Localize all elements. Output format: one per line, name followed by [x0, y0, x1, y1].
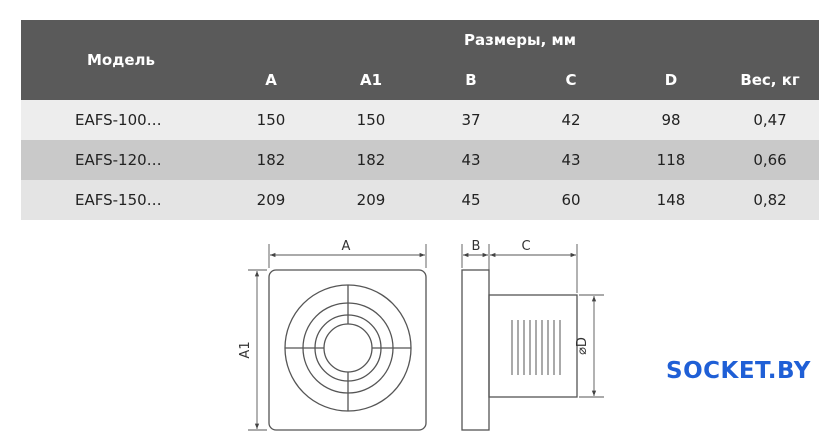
column-header-a: A: [221, 60, 321, 100]
technical-drawing: [0, 230, 840, 444]
model-cell: EAFS-100…: [21, 100, 221, 140]
table-row: [21, 100, 819, 140]
column-header-weight: Вес, кг: [721, 60, 819, 100]
value-cell-a: 150: [221, 100, 321, 140]
dimensions-table: [21, 20, 819, 220]
socket-by-logo: SOCKET.BY: [666, 358, 811, 384]
model-cell: EAFS-150…: [21, 180, 221, 220]
value-cell-b: 43: [421, 140, 521, 180]
side-view: [462, 270, 577, 430]
value-cell-b: 45: [421, 180, 521, 220]
value-cell-d: 148: [621, 180, 721, 220]
value-cell-a: 182: [221, 140, 321, 180]
front-view: [269, 270, 426, 430]
front-dimensions: [248, 244, 426, 430]
value-cell-a: 209: [221, 180, 321, 220]
label-d: ⌀D: [575, 337, 590, 355]
value-cell-weight: 0,47: [721, 100, 819, 140]
label-a: A: [341, 239, 351, 254]
duct-body: [489, 295, 577, 397]
model-header: Модель: [21, 20, 221, 100]
dimensions-header: Размеры, мм: [221, 20, 819, 60]
label-c: C: [521, 239, 531, 254]
center-hub: [324, 324, 372, 372]
value-cell-weight: 0,82: [721, 180, 819, 220]
model-cell: EAFS-120…: [21, 140, 221, 180]
value-cell-weight: 0,66: [721, 140, 819, 180]
table-row: [21, 180, 819, 220]
side-dimensions: [462, 244, 604, 397]
value-cell-b: 37: [421, 100, 521, 140]
column-header-b: B: [421, 60, 521, 100]
column-header-a1: A1: [321, 60, 421, 100]
table-row: [21, 140, 819, 180]
value-cell-a1: 182: [321, 140, 421, 180]
vent-slots: [512, 320, 560, 375]
label-a1: A1: [238, 341, 253, 359]
side-panel: [462, 270, 489, 430]
value-cell-c: 60: [521, 180, 621, 220]
label-b: B: [471, 239, 481, 254]
value-cell-d: 118: [621, 140, 721, 180]
value-cell-d: 98: [621, 100, 721, 140]
column-header-c: C: [521, 60, 621, 100]
value-cell-a1: 150: [321, 100, 421, 140]
value-cell-c: 42: [521, 100, 621, 140]
column-header-d: D: [621, 60, 721, 100]
inner-ring: [315, 315, 381, 381]
value-cell-a1: 209: [321, 180, 421, 220]
value-cell-c: 43: [521, 140, 621, 180]
